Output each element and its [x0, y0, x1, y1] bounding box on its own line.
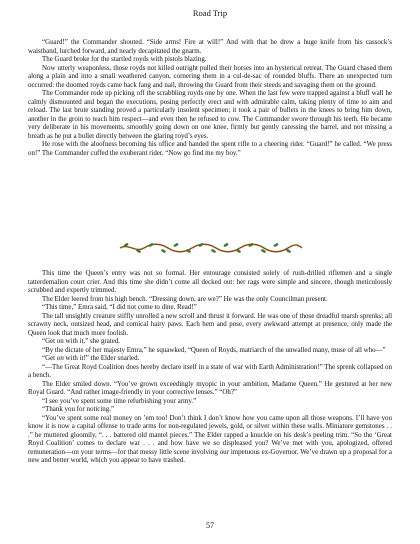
section-one-text	[28, 38, 392, 157]
section-two-text	[28, 269, 392, 465]
ornament-leaf	[161, 249, 167, 254]
page-number: 57	[206, 521, 214, 530]
section-break-ornament	[118, 241, 304, 255]
running-head: Road Trip	[192, 8, 228, 18]
paragraph: The Elder smiled down. “You’ve grown exceedingly myopic in your ambition, Madame Queen.” He gestured at her new Royal Guard. “And rather image-friendly in your corrective lenses.” “Oh?”	[28, 379, 392, 396]
paragraph: This time the Queen’s entry was not so formal. Her entourage consisted solely of rush-drilled riflemen and a single tatterdemalion court crier. And this time she didn’t come all decked out: her rags were simple and sincere, though meticulously scrubbed and expertly trimmed.	[28, 269, 392, 294]
ornament-leaf	[273, 243, 279, 248]
paragraph: The Elder leered from his high bench. “Dressing down, are we?” He was the only Councilman present.	[42, 294, 328, 303]
ornament-leaf	[173, 243, 179, 248]
paragraph: “By the dictate of her majesty Emra,” he squawked, “Queen of Royds, matriarch of the unwalled many, muse of all who—”	[42, 345, 386, 354]
paragraph: “Thank you for noticing.”	[42, 405, 115, 413]
emphasis: on	[56, 354, 64, 362]
paragraph: “Get on with it!” the Elder snarled.	[42, 354, 140, 362]
paragraph: The Guard broke for the startled royds with pistols blazing.	[42, 55, 207, 63]
paragraph: “This time,” Emra said, “I did not come to dine. Read!”	[42, 303, 197, 311]
paragraph: “I see you’ve spent some time refurbishing your army.”	[42, 396, 197, 405]
paragraph: He rose with the aloofness becoming his office and handed the spent rifle to a cheering rider. “Guard!” he called. “We press on!” The Commander cuffed the exuberant rider. “Now go find me my boy.”	[28, 140, 392, 157]
paragraph: “Guard!” the Commander shouted. “Side arms! Fire at will!” And with that he drew a huge knife from his cassock’s waistband, lurched forward, and nearly decapitated the gnarm.	[28, 38, 392, 55]
paragraph: The tall unsightly creature stiffly unrolled a new scroll and thrust it forward. He was one of those dreadful marsh sprenks; all scrawny neck, outsized head, and comical hairy paws. Each hem and pose, every awkward attempt at presence, only made the Queen look that much more foolish.	[28, 311, 392, 337]
paragraph: Now utterly weaponless, those royds not killed outright pulled their horses into an hysterical retreat. The Guard chased them along a plain and into a small weathered canyon, cornering them in a cul-de-sac of rounded bluffs. There an unexpected turn occurred: the doomed royds came back fang and nail, throwing the Guard from their steeds and savaging them on the ground.	[28, 63, 392, 89]
paragraph: The Commander rode up picking off the scrabbling royds one by one. When the last few were trapped against a bluff wall he calmly dismounted and began the executions, posing perfectly erect and with admirable calm, taking plenty of time to aim and reload. The last brute standing proved a particularly insolent specimen; it took a pair of bullets in the knees to bring him down, another in the groin to teach him respect—and even then he refused to cow. The Commander swore through his teeth. He became very deliberate in his movements, smoothly going down on one knee, firmly but gently caressing the barrel, and not missing a breath as he put a bullet directly between the glaring royd’s eyes.	[28, 89, 392, 140]
ornament-leaf	[211, 249, 217, 254]
paragraph: “Get on with it,” she grated.	[42, 337, 121, 345]
paragraph: “—The Great Royd Coalition does hereby declare itself in a state of war with Earth Administration!” The sprenk collapsed on a bench.	[28, 362, 392, 379]
ornament-leaf	[223, 243, 229, 248]
paragraph: “You’ve spent some real money on ’em too! Don’t think I don’t know how you came upon all those weapons. I’ll have you know it is now a capital offense to trade arms for non-regulated jewels, gold, or silver within these walls. Miniature gemstones . . .” he muttered gloomily, “. . . battered old mantel pieces.” The Elder rapped a knuckle on his desk’s peeling trim. “So the ‘Great Royd Coalition’ comes to declare war . . . and how have we so displeased you? We’ve met with you, apologized, offered remuneration—on your terms—for that messy little scene involving our impetuous ex-Governor. We’ve drawn up a proposal for a new and better world, which you appear to have trashed.	[28, 413, 392, 464]
